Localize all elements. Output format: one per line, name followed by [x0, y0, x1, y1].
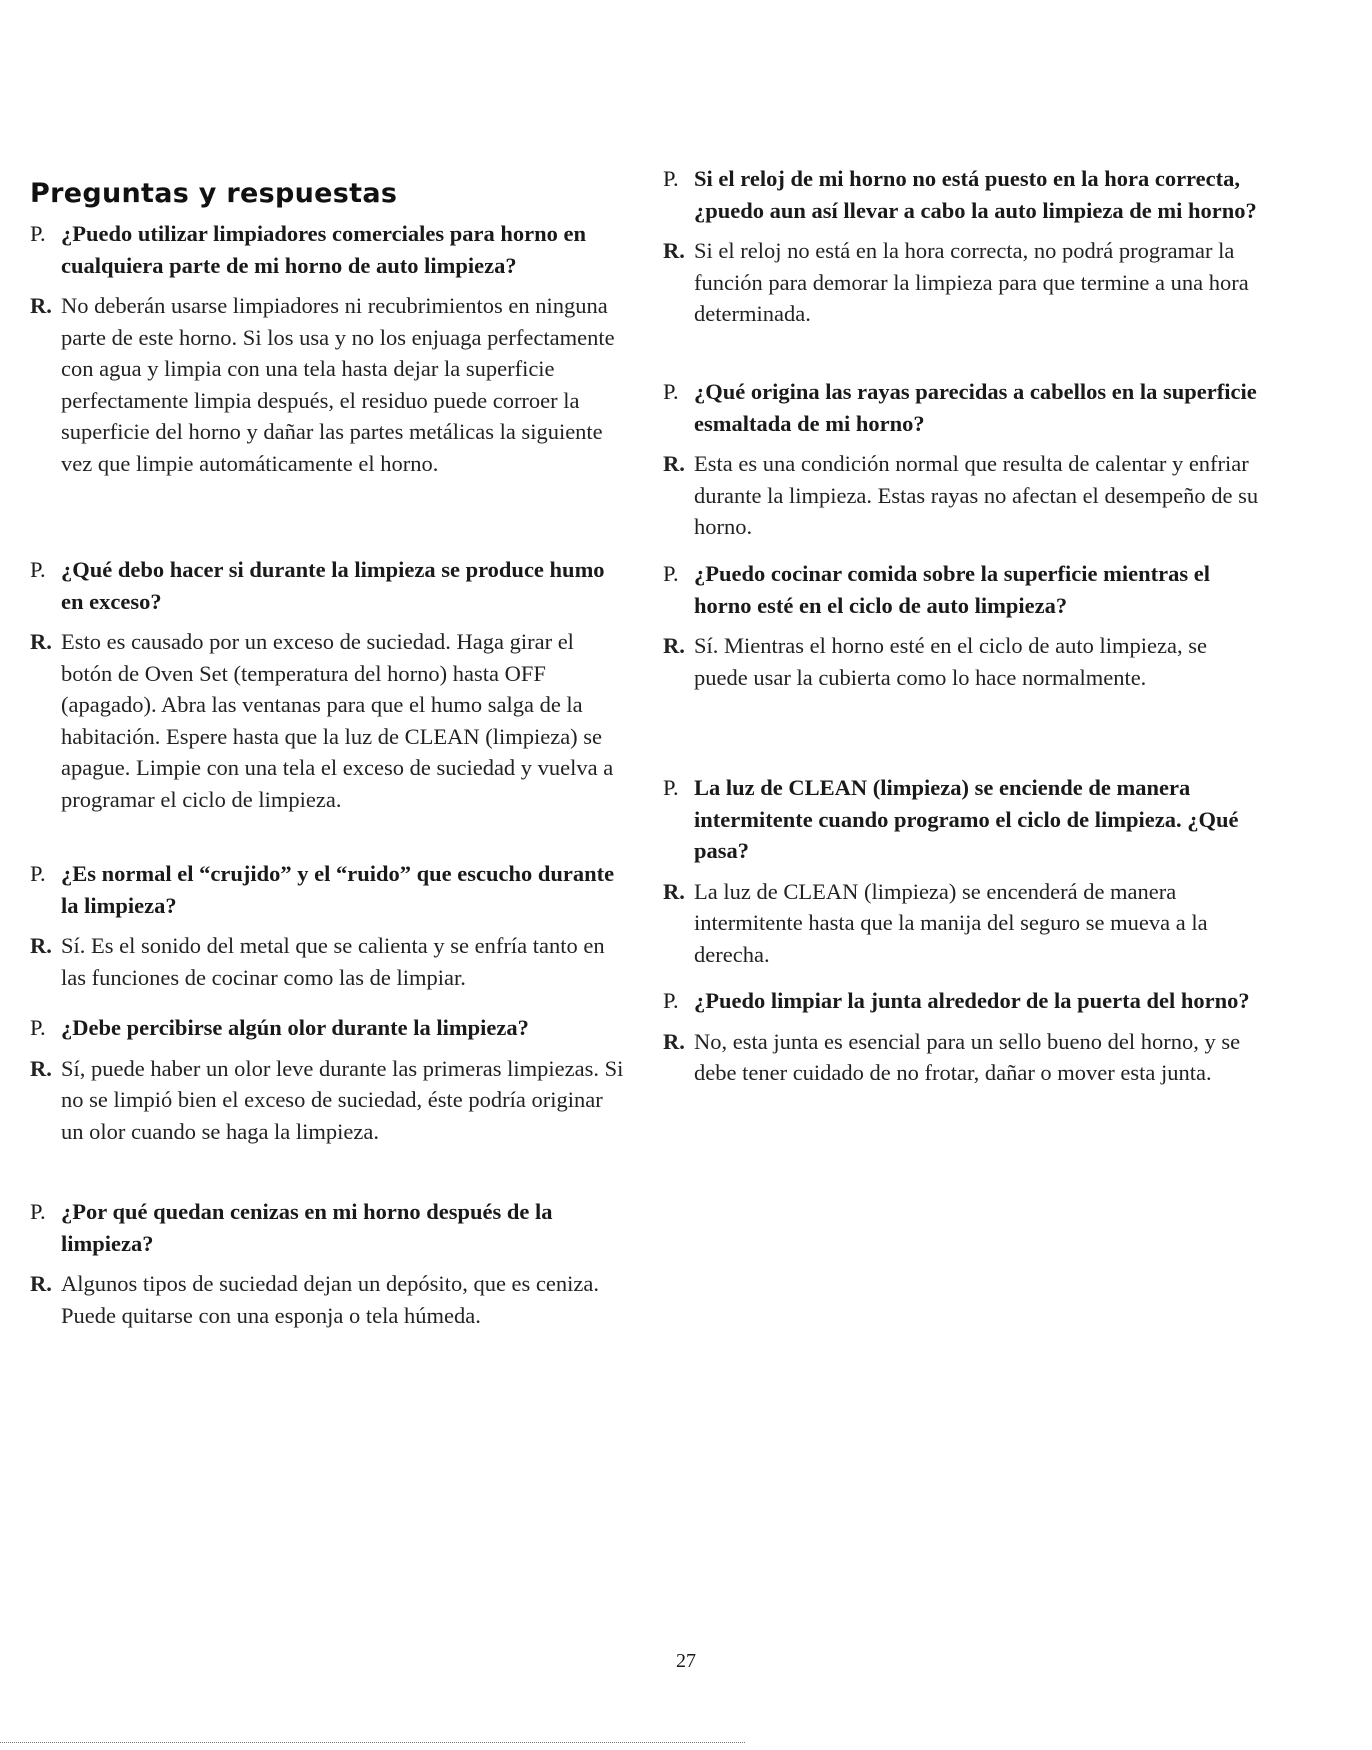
answer: [663, 235, 1263, 330]
question: [30, 1196, 630, 1259]
question-text: ¿Es normal el “crujido” y el “ruido” que escucho durante la limpieza?: [61, 861, 615, 918]
question-text: ¿Qué origina las rayas parecidas a cabellos en la superficie esmaltada de mi horno?: [694, 379, 1257, 436]
answer-label: R.: [30, 1271, 52, 1296]
question-label: P.: [30, 221, 46, 246]
question: [663, 985, 1263, 1017]
qa-item: [30, 1012, 630, 1147]
question: [663, 558, 1263, 621]
qa-item: [663, 985, 1263, 1089]
answer: [663, 876, 1263, 971]
answer: [30, 1268, 630, 1331]
answer-label: R.: [30, 1055, 52, 1081]
question-text: ¿Debe percibirse algún olor durante la limpieza?: [61, 1015, 529, 1040]
question-label: P.: [663, 166, 679, 191]
answer: [30, 290, 630, 479]
answer: [30, 1053, 630, 1148]
question-text: Si el reloj de mi horno no está puesto en la hora correcta, ¿puedo aun así llevar a cabo la auto limpieza de mi horno?: [694, 166, 1257, 223]
answer: [30, 626, 630, 815]
question-label: P.: [663, 561, 679, 586]
answer-label: R.: [663, 238, 685, 263]
answer-text: Esta es una condición normal que resulta de calentar y enfriar durante la limpieza. Estas rayas no afectan el desempeño de su horno.: [694, 451, 1259, 539]
question-label: P.: [30, 1199, 46, 1224]
page-title: Preguntas y respuestas: [30, 178, 398, 210]
qa-item: [30, 218, 630, 479]
bottom-divider: [0, 1742, 745, 1743]
question: [663, 163, 1263, 226]
answer: [663, 448, 1263, 543]
qa-item: [663, 376, 1263, 543]
question: [30, 858, 630, 921]
question-label: P.: [663, 775, 679, 800]
qa-item: [30, 554, 630, 815]
question: [30, 1012, 630, 1044]
answer-text: Esto es causado por un exceso de suciedad. Haga girar el botón de Oven Set (temperatura del horno) hasta OFF (apagado). Abra las ventanas para que el humo salga de la habitación. Espere hasta que la luz de CLEAN (limpieza) se apague. Limpie con una tela el exceso de suciedad y vuelva a programar el ciclo de limpieza.: [61, 629, 614, 812]
answer-text: No deberán usarse limpiadores ni recubrimientos en ninguna parte de este horno. Si los usa y no los enjuaga perfectamente con agua y limpia con una tela hasta dejar la superficie perfectamente limpia después, el residuo puede corroer la superficie del horno y dañar las partes metálicas la siguiente vez que limpie automáticamente el horno.: [61, 293, 615, 476]
question-text: ¿Por qué quedan cenizas en mi horno después de la limpieza?: [61, 1199, 553, 1256]
answer-text: Sí. Es el sonido del metal que se calienta y se enfría tanto en las funciones de cocinar como las de limpiar.: [61, 933, 605, 990]
qa-item: [30, 858, 630, 993]
qa-item: [663, 558, 1263, 693]
question-label: P.: [30, 861, 46, 886]
question: [30, 218, 630, 281]
page-number: 27: [676, 1650, 696, 1672]
qa-item: [663, 163, 1263, 330]
question-label: P.: [30, 557, 46, 582]
question: [30, 554, 630, 617]
question-label: P.: [30, 1015, 46, 1040]
question-text: ¿Qué debo hacer si durante la limpieza se produce humo en exceso?: [61, 557, 605, 614]
answer-label: R.: [663, 1028, 685, 1054]
answer-text: Sí, puede haber un olor leve durante las primeras limpiezas. Si no se limpió bien el exceso de suciedad, éste podría originar un olor cuando se haga la limpieza.: [61, 1055, 624, 1144]
answer-label: R.: [30, 293, 52, 318]
question: [663, 376, 1263, 439]
answer-label: R.: [30, 629, 52, 654]
qa-item: [30, 1196, 630, 1331]
answer-label: R.: [663, 451, 685, 476]
answer: [30, 930, 630, 993]
qa-item: [663, 772, 1263, 970]
question-text: La luz de CLEAN (limpieza) se enciende de manera intermitente cuando programo el ciclo de limpieza. ¿Qué pasa?: [694, 775, 1239, 863]
answer-text: Sí. Mientras el horno esté en el ciclo de auto limpieza, se puede usar la cubierta como lo hace normalmente.: [694, 633, 1207, 690]
question: [663, 772, 1263, 867]
answer-text: La luz de CLEAN (limpieza) se encenderá de manera intermitente hasta que la manija del seguro se mueva a la derecha.: [694, 878, 1208, 967]
answer-text: Algunos tipos de suciedad dejan un depósito, que es ceniza. Puede quitarse con una esponja o tela húmeda.: [61, 1271, 599, 1328]
answer: [663, 630, 1263, 693]
answer-text: No, esta junta es esencial para un sello bueno del horno, y se debe tener cuidado de no frotar, dañar o mover esta junta.: [694, 1028, 1241, 1085]
question-text: ¿Puedo limpiar la junta alrededor de la puerta del horno?: [694, 988, 1250, 1013]
question-label: P.: [663, 379, 679, 404]
answer-text: Si el reloj no está en la hora correcta, no podrá programar la función para demorar la limpieza para que termine a una hora determinada.: [694, 238, 1249, 326]
answer-label: R.: [663, 878, 685, 904]
question-label: P.: [663, 988, 679, 1013]
answer: [663, 1026, 1263, 1089]
answer-label: R.: [30, 933, 52, 958]
question-text: ¿Puedo cocinar comida sobre la superficie mientras el horno esté en el ciclo de auto limpieza?: [694, 561, 1210, 618]
question-text: ¿Puedo utilizar limpiadores comerciales para horno en cualquiera parte de mi horno de auto limpieza?: [61, 221, 586, 278]
answer-label: R.: [663, 633, 685, 658]
